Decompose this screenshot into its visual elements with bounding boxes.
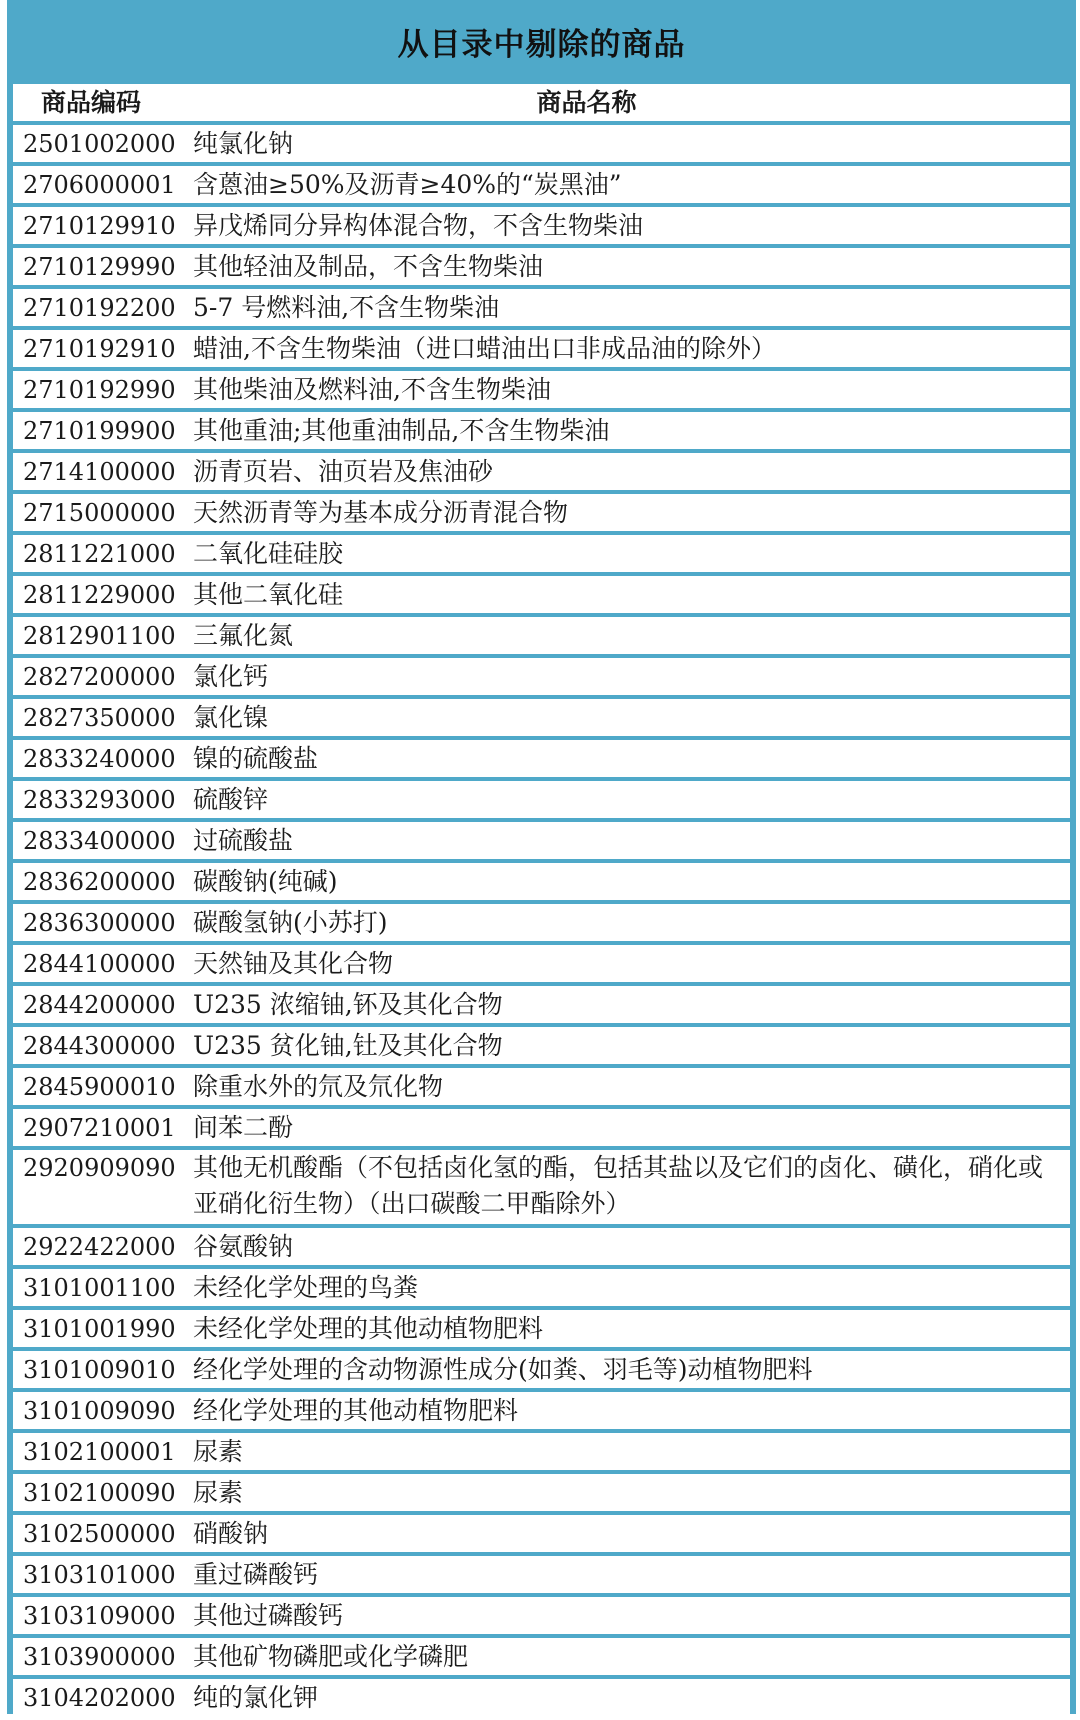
commodity-code: 2710192910 [23,334,176,363]
commodity-name: 经化学处理的其他动植物肥料 [193,1395,519,1425]
column-header-code: 商品编码 [41,87,142,117]
commodity-name: 天然沥青等为基本成分沥青混合物 [193,497,569,527]
table-row [13,740,1070,777]
commodity-code: 3103101000 [23,1560,176,1589]
commodity-code: 2827200000 [23,662,176,691]
commodity-name: 二氧化硅硅胶 [193,538,344,568]
commodity-code: 2844100000 [23,949,176,978]
commodity-code: 2833240000 [23,744,176,773]
commodity-code: 2812901100 [23,621,176,650]
commodity-code: 3102100001 [23,1437,176,1466]
commodity-code: 2715000000 [23,498,176,527]
commodity-name: 除重水外的氘及氘化物 [193,1071,444,1101]
commodity-name: 尿素 [193,1477,244,1507]
table-row [13,330,1070,367]
commodity-table [13,84,1070,1720]
table-row [13,248,1070,285]
commodity-name: 经化学处理的含动物源性成分(如粪、羽毛等)动植物肥料 [193,1354,813,1384]
commodity-name: 氯化镍 [193,702,269,732]
commodity-name: 异戊烯同分异构体混合物，不含生物柴油 [193,210,644,240]
commodity-name: 间苯二酚 [193,1112,294,1142]
table-row [13,1109,1070,1146]
table-row [13,1392,1070,1429]
table-row [13,1228,1070,1265]
commodity-name: 氯化钙 [193,661,269,691]
commodity-code: 2710129910 [23,211,176,240]
commodity-name: 5-7 号燃料油,不含生物柴油 [193,292,500,322]
table-row [13,1027,1070,1064]
table-row [13,1150,1070,1224]
commodity-code: 2710129990 [23,252,176,281]
table-row [13,289,1070,326]
commodity-code: 2706000001 [23,170,176,199]
commodity-name: 沥青页岩、油页岩及焦油砂 [193,456,494,486]
commodity-name: 硫酸锌 [193,784,269,814]
table-row [13,1269,1070,1306]
commodity-name: 含蒽油≥50%及沥青≥40%的“炭黑油” [193,169,622,199]
commodity-code: 3101009090 [23,1396,176,1425]
commodity-name: 其他过磷酸钙 [193,1600,344,1630]
commodity-code: 2833400000 [23,826,176,855]
commodity-code: 2714100000 [23,457,176,486]
commodity-code: 2811221000 [23,539,176,568]
table-row [13,166,1070,203]
column-header-name: 商品名称 [536,87,637,117]
commodity-code: 3101001100 [23,1273,176,1302]
commodity-code: 3102100090 [23,1478,176,1507]
table-row [13,1068,1070,1105]
table-header-row [13,84,1070,121]
commodity-name: 其他无机酸酯（不包括卤化氢的酯，包括其盐以及它们的卤化、磺化，硝化或亚硝化衍生物）（出口碳酸二甲酯除外） [193,1153,1044,1218]
commodity-name: 纯氯化钠 [193,128,294,158]
commodity-name: U235 浓缩铀,钚及其化合物 [193,989,503,1019]
table-row [13,1515,1070,1552]
commodity-name: 其他矿物磷肥或化学磷肥 [193,1641,469,1671]
commodity-name: 碳酸氢钠(小苏打) [193,907,388,937]
commodity-name: U235 贫化铀,钍及其化合物 [193,1030,503,1060]
commodity-name: 过硫酸盐 [193,825,294,855]
commodity-code: 2811229000 [23,580,176,609]
commodity-code: 2836300000 [23,908,176,937]
commodity-name: 其他轻油及制品，不含生物柴油 [193,251,544,281]
table-row [13,494,1070,531]
table-row [13,125,1070,162]
commodity-code: 2710199900 [23,416,176,445]
commodity-name: 纯的氯化钾 [193,1682,319,1712]
commodity-name: 其他二氧化硅 [193,579,344,609]
commodity-code: 3103109000 [23,1601,176,1630]
table-row [13,617,1070,654]
table-row [13,412,1070,449]
table-row [13,781,1070,818]
commodity-code: 3103900000 [23,1642,176,1671]
commodity-code: 2844200000 [23,990,176,1019]
table-row [13,863,1070,900]
table-row [13,1679,1070,1716]
table-row [13,576,1070,613]
table-row [13,1433,1070,1470]
commodity-code: 3104202000 [23,1683,176,1712]
commodity-code: 2827350000 [23,703,176,732]
commodity-name: 其他柴油及燃料油,不含生物柴油 [193,374,551,404]
commodity-name: 碳酸钠(纯碱) [193,866,338,896]
commodity-code: 2922422000 [23,1232,176,1261]
commodity-code: 3101001990 [23,1314,176,1343]
commodity-name: 其他重油;其他重油制品,不含生物柴油 [193,415,610,445]
table-row [13,1597,1070,1634]
table-row [13,699,1070,736]
commodity-name: 谷氨酸钠 [193,1231,294,1261]
table-row [13,945,1070,982]
table-title: 从目录中剔除的商品 [397,26,686,63]
commodity-name: 天然铀及其化合物 [193,948,394,978]
commodity-code: 2845900010 [23,1072,176,1101]
commodity-code: 2501002000 [23,129,176,158]
commodity-code: 2836200000 [23,867,176,896]
commodity-code: 2833293000 [23,785,176,814]
table-row [13,658,1070,695]
commodity-name: 硝酸钠 [193,1518,269,1548]
commodity-name: 未经化学处理的其他动植物肥料 [193,1313,544,1343]
commodity-code: 3101009010 [23,1355,176,1384]
table-row [13,986,1070,1023]
commodity-name: 镍的硫酸盐 [193,743,319,773]
table-frame [7,0,1076,1714]
table-row [13,535,1070,572]
table-row [13,1556,1070,1593]
table-row [13,1310,1070,1347]
table-row [13,904,1070,941]
commodity-code: 2907210001 [23,1113,176,1142]
commodity-code: 3102500000 [23,1519,176,1548]
commodity-code: 2920909090 [23,1154,176,1182]
commodity-name: 未经化学处理的鸟粪 [193,1272,419,1302]
commodity-code: 2710192200 [23,293,176,322]
table-row [13,1474,1070,1511]
table-row [13,371,1070,408]
commodity-name: 尿素 [193,1436,244,1466]
table-row [13,453,1070,490]
commodity-name: 重过磷酸钙 [193,1559,319,1589]
commodity-name: 蜡油,不含生物柴油（进口蜡油出口非成品油的除外） [193,333,776,363]
table-row [13,822,1070,859]
table-row [13,1351,1070,1388]
commodity-name: 三氟化氮 [193,620,294,650]
table-row [13,207,1070,244]
table-row [13,1638,1070,1675]
commodity-code: 2710192990 [23,375,176,404]
commodity-code: 2844300000 [23,1031,176,1060]
